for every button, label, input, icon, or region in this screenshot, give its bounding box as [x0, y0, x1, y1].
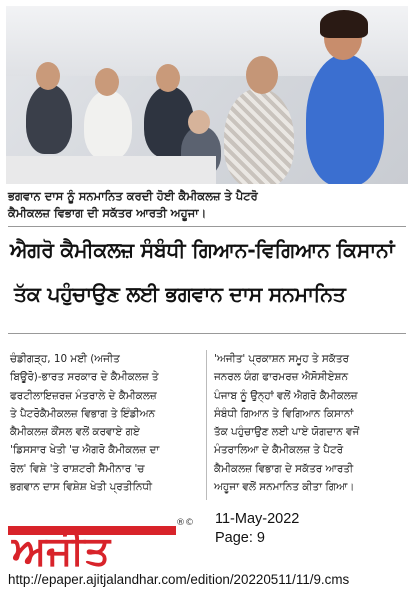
logo-text: ਅਜੀਤ	[12, 528, 111, 568]
caption-line: ਭਗਵਾਨ ਦਾਸ ਨੂੰ ਸਨਮਾਨਿਤ ਕਰਦੀ ਹੋਈ ਕੈਮੀਕਲਜ਼ ਤੇ ਪੈਟਰੋ	[8, 189, 258, 203]
article-line: ਕੈਮੀਕਲਜ਼ ਕੌਂਸਲ ਵਲੋਂ ਕਰਵਾਏ ਗਏ	[10, 426, 140, 439]
presenter-hair	[320, 10, 368, 38]
audience-head	[156, 64, 180, 92]
honoree-figure	[224, 88, 294, 184]
photo-caption	[8, 188, 406, 222]
column-divider	[206, 350, 207, 500]
article-line: ਬਿਊਰੋ)-ਭਾਰਤ ਸਰਕਾਰ ਦੇ ਕੈਮੀਕਲਜ਼ ਤੇ	[10, 371, 159, 384]
article-line: ਸੰਬੰਧੀ ਗਿਆਨ ਤੇ ਵਿਗਿਆਨ ਕਿਸਾਨਾਂ	[214, 407, 354, 420]
article-line: ਫਰਟੀਲਾਇਜ਼ਰਜ਼ ਮੰਤਰਾਲੇ ਦੇ ਕੈਮੀਕਲਜ਼	[10, 389, 157, 402]
article-line: ਅਹੂਜਾ ਵਲੋਂ ਸਨਮਾਨਿਤ ਕੀਤਾ ਗਿਆ।	[214, 481, 355, 494]
ajit-logo	[8, 522, 176, 568]
article-line: ਜਨਰਲ ਯੰਗ ਫਾਰਮਰਜ਼ ਐਸੋਸੀਏਸ਼ਨ	[214, 371, 348, 384]
divider	[8, 333, 406, 334]
divider	[8, 226, 406, 227]
ajit-logo-mark	[8, 522, 176, 568]
article-column-2	[214, 350, 404, 496]
logo-registered-mark: ®©	[176, 518, 194, 528]
article-line: ਪੰਜਾਬ ਨੂੰ ਉਨ੍ਹਾਂ ਵਲੋਂ ਐਗਰੋ ਕੈਮੀਕਲਜ਼	[214, 389, 358, 402]
page-number: Page: 9	[215, 530, 265, 546]
article-line: 'ਅਜੀਤ' ਪ੍ਰਕਾਸ਼ਨ ਸਮੂਹ ਤੇ ਸਕੱਤਰ	[214, 353, 349, 365]
article-line: ਤੇ ਪੈਟਰੋਕੈਮੀਕਲਜ਼ ਵਿਭਾਗ ਤੇ ਇੰਡੀਅਨ	[10, 407, 156, 420]
headline-line-1: ਐਗਰੋ ਕੈਮੀਕਲਜ਼ ਸੰਬੰਧੀ ਗਿਆਨ-ਵਿਗਿਆਨ ਕਿਸਾਨਾਂ	[10, 238, 395, 262]
table	[6, 156, 216, 184]
article-line: ਭਗਵਾਨ ਦਾਸ ਵਿਸ਼ੇਸ਼ ਖੇਤੀ ਪ੍ਰਤੀਨਿਧੀ	[10, 481, 153, 494]
article-line: ਚੰਡੀਗੜ੍ਹ, 10 ਮਈ (ਅਜੀਤ	[10, 353, 120, 365]
audience-head	[188, 110, 210, 134]
source-url[interactable]: http://epaper.ajitjalandhar.com/edition/20220511/11/9.cms	[8, 572, 350, 587]
article-line: ਰੋਲ' ਵਿਸ਼ੇ 'ਤੇ ਰਾਸ਼ਟਰੀ ਸੈਮੀਨਾਰ 'ਚ	[10, 462, 145, 475]
headline-line-2: ਤੱਕ ਪਹੁੰਚਾਉਣ ਲਈ ਭਗਵਾਨ ਦਾਸ ਸਨਮਾਨਿਤ	[14, 282, 346, 306]
article-line: ਮੰਤਰਾਲਿਆ ਦੇ ਕੈਮੀਕਲਜ਼ ਤੇ ਪੈਟਰੋ	[214, 444, 344, 457]
audience-person	[26, 84, 72, 154]
news-photo	[6, 6, 408, 184]
article-column-1	[10, 350, 200, 496]
honoree-head	[246, 56, 278, 94]
caption-line: ਕੈਮੀਕਲਜ਼ ਵਿਭਾਗ ਦੀ ਸਕੱਤਰ ਆਰਤੀ ਅਹੂਜਾ।	[8, 206, 207, 220]
audience-head	[36, 62, 60, 90]
audience-person	[84, 90, 132, 160]
article-line: 'ਡਿਸਸਾਰ ਖੇਤੀ 'ਚ ਐਗਰੋ ਕੈਮੀਕਲਜ਼ ਦਾ	[10, 444, 160, 457]
presenter-figure	[306, 54, 384, 184]
article-line: ਤੱਕ ਪਹੁੰਚਾਉਣ ਲਈ ਪਾਏ ਯੋਗਦਾਨ ਵਜੋਂ	[214, 426, 360, 439]
article-line: ਕੈਮੀਕਲਜ਼ ਵਿਭਾਗ ਦੇ ਸਕੱਤਰ ਆਰਤੀ	[214, 462, 354, 475]
edition-date: 11-May-2022	[215, 511, 300, 527]
audience-head	[95, 68, 119, 96]
